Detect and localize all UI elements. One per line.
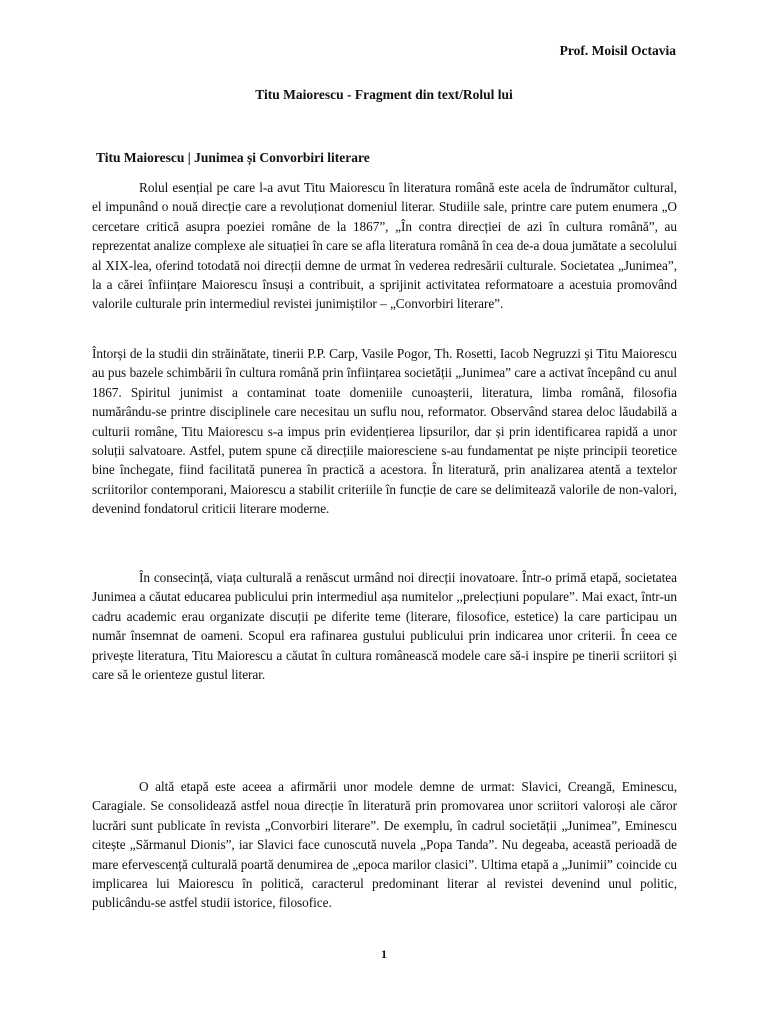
paragraph-intorsi-de-la-studii: Întorși de la studii din străinătate, tinerii P.P. Carp, Vasile Pogor, Th. Rosetti, Iacob Negruzzi și Titu Maiorescu au pus bazele schimbării în cultura română prin înființarea societății „Junimea” care a activat începând cu anul 1867. Spiritul junimist a contaminat toate domeniile cunoașterii, literatura, limba română, filosofia numărându-se printre disciplinele care necesitau un suflu nou, reformator. Observând starea deloc lăudabilă a culturii române, Titu Maiorescu s-a impus prin evidențierea lipsurilor, dar și prin identificarea rapidă a unor soluții salvatoare. Astfel, putem spune că direcțiile maioresciene s-au fundamentat pe niște principii teoretice bine închegate, fiind facilitată punerea în practică a acestora. În literatură, prin analizarea atentă a textelor scriitorilor contemporani, Maiorescu a stabilit criteriile în funcție de care se delimitează valorile de non-valori, devenind fondatorul criticii literare moderne. bbox=[92, 346, 677, 517]
page-number: 1 bbox=[381, 947, 387, 961]
section-heading: Titu Maiorescu | Junimea și Convorbiri literare bbox=[96, 150, 370, 165]
paragraph-o-alta-etapa: O altă etapă este aceea a afirmării unor modele demne de urmat: Slavici, Creangă, Eminescu, Caragiale. Se consolidează astfel noua direcție în literatură prin promovarea unor scriitori valoroși ale căror lucrări sunt publicate în revista „Convorbiri literare”. De exemplu, în cadrul societății „Junimea”, Eminescu citește „Sărmanul Dionis”, iar Slavici face cunoscută nuvela „Popa Tanda”. Nu degeaba, această perioadă de mare efervescență culturală poartă denumirea de „epoca marilor clasici”. Ultima etapă a „Junimii” coincide cu implicarea lui Maiorescu în politică, caracterul predominant literar al revistei devenind unul politic, publicându-se astfel studii istorice, filosofice. bbox=[92, 779, 677, 911]
paragraph-rolul-esential: Rolul esențial pe care l-a avut Titu Maiorescu în literatura română este acela de îndrumător cultural, el impunând o nouă direcție care a revoluționat domeniul literar. Studiile sale, printre care putem enumera „O cercetare critică asupra poeziei române de la 1867”, „În contra direcției de azi în cultura română”, au reprezentat analize complexe ale situației în care se afla literatura română în cea de-a doua jumătate a secolului al XIX-lea, oferind totodată noi direcții demne de urmat în vederea redresării culturale. Societatea „Junimea”, la a cărei înființare Maiorescu însuși a contribuit, a sprijinit activitatea reformatoare a acestuia promovând valorile culturale prin intermediul revistei junimiștilor – „Convorbiri literare”. bbox=[92, 180, 677, 312]
paragraph-in-consecinta: În consecință, viața culturală a renăscut urmând noi direcții inovatoare. Într-o primă etapă, societatea Junimea a căutat educarea publicului prin intermediul așa numitelor ,,prelecțiuni populare”. Mai exact, într-un cadru academic erau organizate discuții pe diferite teme (literare, filosofice, estetice) la care participau un număr însemnat de oameni. Scopul era rafinarea gustului publicului prin indicarea unor criterii. În ceea ce privește literatura, Titu Maiorescu a căutat în cultura românească modele care să-i inspire pe tinerii scriitori și care să le orienteze gustul literar. bbox=[92, 570, 677, 683]
author-name: Prof. Moisil Octavia bbox=[559, 43, 676, 58]
document-title: Titu Maiorescu - Fragment din text/Rolul lui bbox=[255, 87, 513, 102]
